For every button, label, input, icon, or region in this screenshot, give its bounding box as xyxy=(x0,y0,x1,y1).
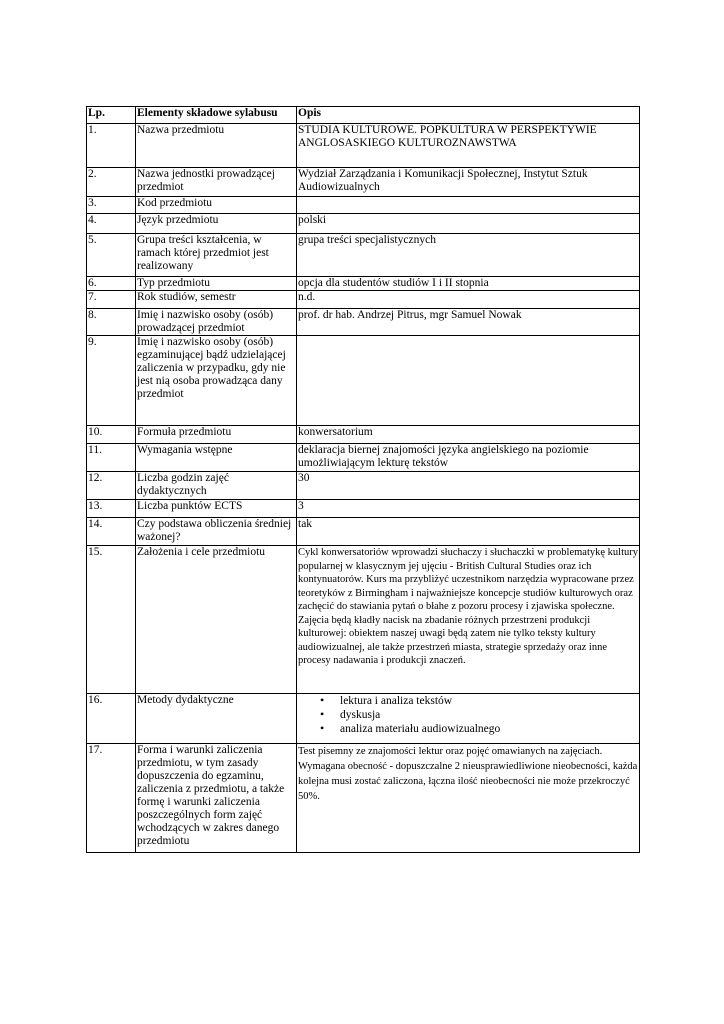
row-number: 12. xyxy=(87,472,136,500)
row-number: 10. xyxy=(87,426,136,444)
row-label: Czy podstawa obliczenia średniej ważonej? xyxy=(136,518,297,546)
row-value: 30 xyxy=(297,472,640,500)
row-label: Język przedmiotu xyxy=(136,214,297,234)
row-value: polski xyxy=(297,214,640,234)
row-label: Nazwa jednostki prowadzącej przedmiot xyxy=(136,168,297,197)
assessment-rules: Test pisemny ze znajomości lektur oraz pojęć omawianych na zajęciach. Wymagana obecność - dopuszczalne 2 nieusprawiedliwione nieobecności, każda kolejna musi zostać zaliczona, łączna ilość nieobecności nie może przekroczyć 50%. xyxy=(297,744,640,853)
row-value: deklaracja biernej znajomości języka angielskiego na poziomie umożliwiającym lekturę tekstów xyxy=(297,444,640,472)
table-row xyxy=(87,500,640,518)
table-row xyxy=(87,336,640,426)
row-label: Forma i warunki zaliczenia przedmiotu, w tym zasady dopuszczenia do egzaminu, zaliczenia z przedmiotu, a także formę i warunki zaliczenia poszczególnych form zajęć wchodzących w zakres danego przedmiotu xyxy=(136,744,297,853)
row-number: 3. xyxy=(87,197,136,214)
header-row xyxy=(87,107,640,124)
row-label: Imię i nazwisko osoby (osób) egzaminującej bądź udzielającej zaliczenia w przypadku, gdy nie jest nią osoba prowadząca dany przedmiot xyxy=(136,336,297,426)
row-value: grupa treści specjalistycznych xyxy=(297,234,640,277)
row-label: Metody dydaktyczne xyxy=(136,694,297,744)
row-number: 17. xyxy=(87,744,136,853)
row-value xyxy=(297,336,640,426)
table-row xyxy=(87,277,640,291)
row-label: Typ przedmiotu xyxy=(136,277,297,291)
row-value: n.d. xyxy=(297,291,640,309)
row-number: 1. xyxy=(87,124,136,168)
row-value xyxy=(297,197,640,214)
row-label: Imię i nazwisko osoby (osób) prowadzącej przedmiot xyxy=(136,309,297,336)
list-item: • lektura i analiza tekstów xyxy=(340,694,638,708)
row-number: 6. xyxy=(87,277,136,291)
row-number: 2. xyxy=(87,168,136,197)
row-label: Liczba godzin zajęć dydaktycznych xyxy=(136,472,297,500)
table-row xyxy=(87,744,640,853)
row-number: 14. xyxy=(87,518,136,546)
table-row xyxy=(87,444,640,472)
row-number: 9. xyxy=(87,336,136,426)
row-number: 7. xyxy=(87,291,136,309)
table-row xyxy=(87,124,640,168)
row-number: 11. xyxy=(87,444,136,472)
row-number: 16. xyxy=(87,694,136,744)
table-row xyxy=(87,694,640,744)
table-row xyxy=(87,291,640,309)
row-value: 3 xyxy=(297,500,640,518)
row-label: Wymagania wstępne xyxy=(136,444,297,472)
row-number: 5. xyxy=(87,234,136,277)
row-label: Rok studiów, semestr xyxy=(136,291,297,309)
table-row xyxy=(87,518,640,546)
header-elements: Elementy składowe sylabusu xyxy=(136,107,297,124)
syllabus-table xyxy=(86,106,640,853)
row-value: opcja dla studentów studiów I i II stopnia xyxy=(297,277,640,291)
table-row xyxy=(87,168,640,197)
methods-cell xyxy=(297,694,640,744)
table-row xyxy=(87,426,640,444)
list-item: • dyskusja xyxy=(340,708,638,722)
row-number: 4. xyxy=(87,214,136,234)
row-number: 8. xyxy=(87,309,136,336)
methods-list xyxy=(298,694,638,736)
goals-paragraph-2: Zajęcia będą kładły nacisk na zbadanie różnych przestrzeni produkcji kulturowej: obiektem naszej uwagi będą zatem nie tylko teksty kultury audiowizualnej, ale także przestrzeń miasta, strategie sprzedaży oraz inne procesy nadawania i produkcji znaczeń. xyxy=(298,614,608,666)
table-row xyxy=(87,472,640,500)
header-lp: Lp. xyxy=(87,107,136,124)
row-number: 13. xyxy=(87,500,136,518)
row-value: prof. dr hab. Andrzej Pitrus, mgr Samuel Nowak xyxy=(297,309,640,336)
row-label: Założenia i cele przedmiotu xyxy=(136,546,297,694)
goals-paragraph-1: Cykl konwersatoriów wprowadzi słuchaczy i słuchaczki w problematykę kultury popularnej w klasycznym jej ujęciu - British Cultural Studies oraz ich kontynuatorów. Kurs ma przybliżyć uczestnikom narzędzia wypracowane przez teoretyków z Birmingham i najważniejsze koncepcje studiów kulturowych oraz zachęcić do stawiania pytań o błahe z pozoru procesy i zjawiska społeczne. xyxy=(298,547,638,612)
row-number: 15. xyxy=(87,546,136,694)
list-item: • analiza materiału audiowizualnego xyxy=(340,722,638,736)
table-row xyxy=(87,234,640,277)
table-row xyxy=(87,197,640,214)
row-label: Nazwa przedmiotu xyxy=(136,124,297,168)
course-title: STUDIA KULTUROWE. POPKULTURA W PERSPEKTYWIE ANGLOSASKIEGO KULTUROZNAWSTWA xyxy=(297,124,640,168)
header-description: Opis xyxy=(297,107,640,124)
row-label: Grupa treści kształcenia, w ramach której przedmiot jest realizowany xyxy=(136,234,297,277)
row-value: Wydział Zarządzania i Komunikacji Społecznej, Instytut Sztuk Audiowizualnych xyxy=(297,168,640,197)
table-row xyxy=(87,214,640,234)
row-label: Formuła przedmiotu xyxy=(136,426,297,444)
table-row xyxy=(87,309,640,336)
row-label: Liczba punktów ECTS xyxy=(136,500,297,518)
row-label: Kod przedmiotu xyxy=(136,197,297,214)
table-row xyxy=(87,546,640,694)
course-goals xyxy=(297,546,640,694)
row-value: tak xyxy=(297,518,640,546)
row-value: konwersatorium xyxy=(297,426,640,444)
